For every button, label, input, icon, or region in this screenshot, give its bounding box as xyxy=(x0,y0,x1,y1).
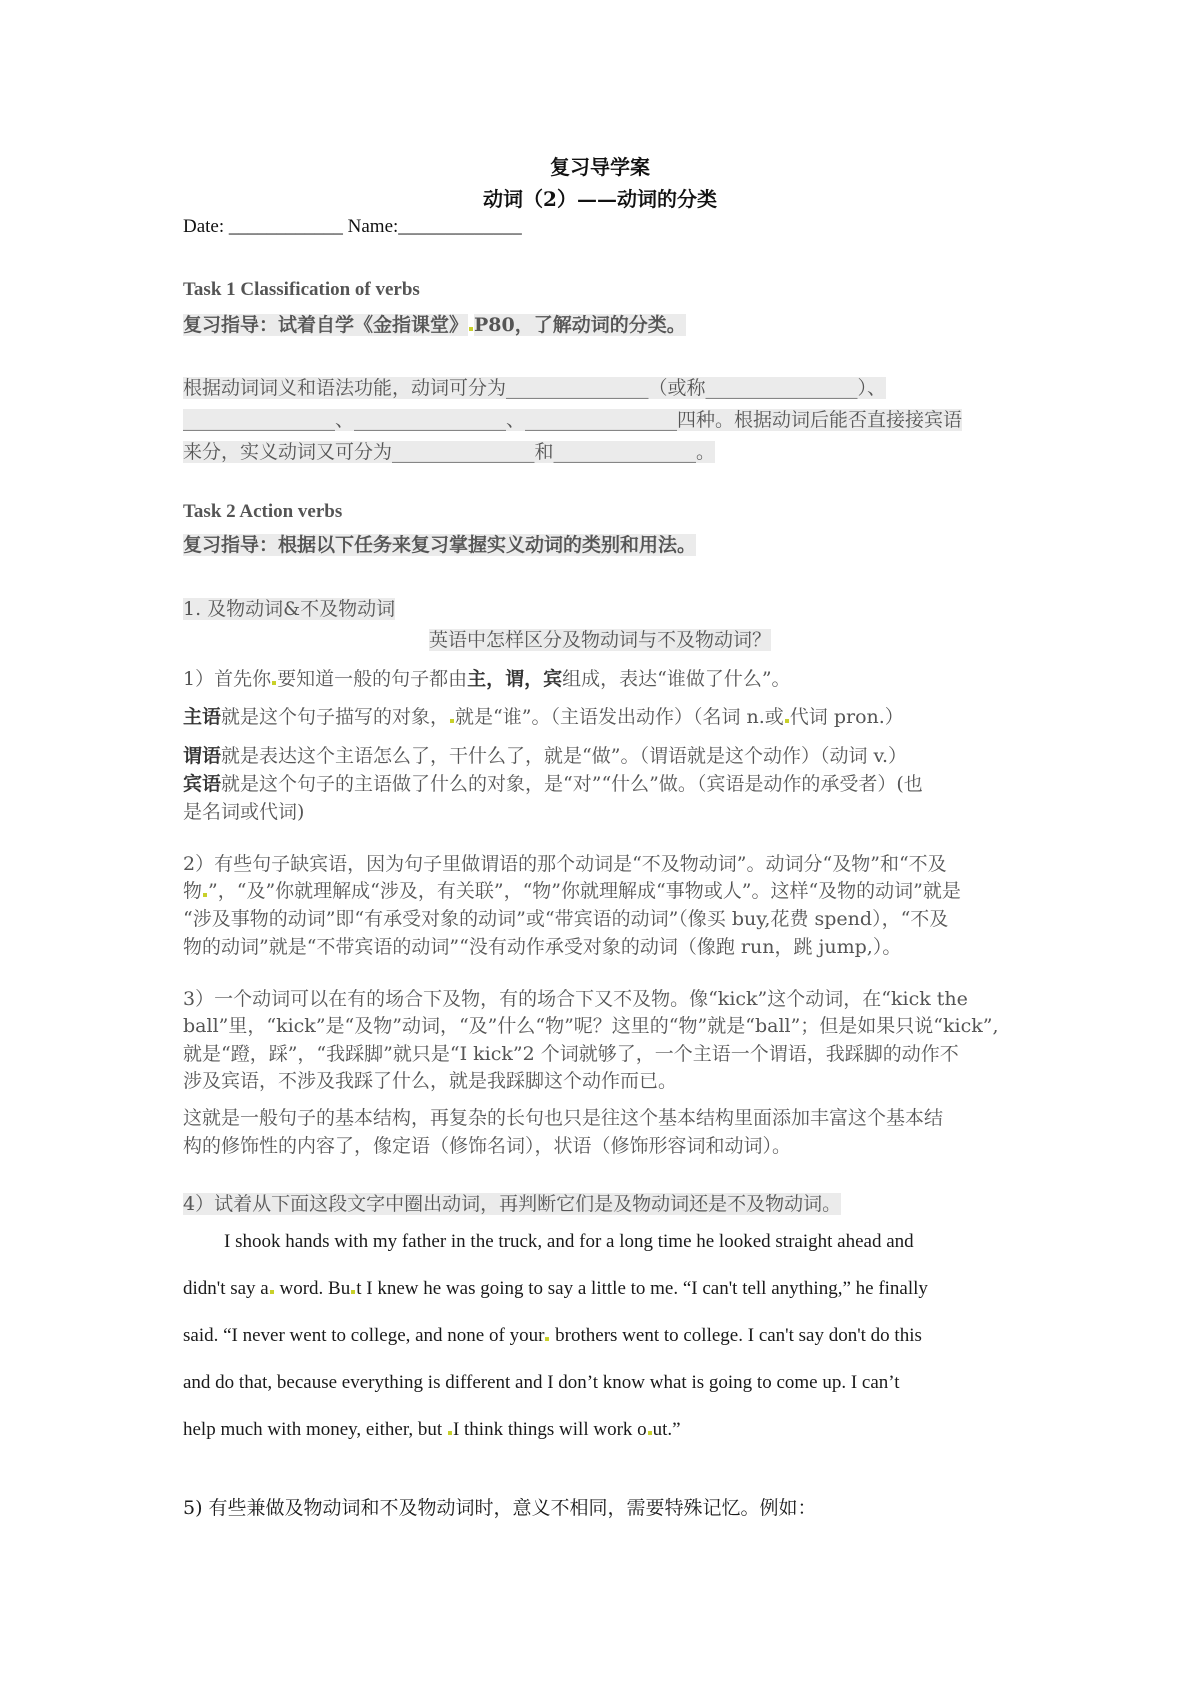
passage-line3: said. “I never went to college, and none of your brothers went to college. I can't say don't do this xyxy=(183,1325,922,1346)
doc-subtitle: 动词（2）——动词的分类 xyxy=(483,187,717,211)
task1-para-line3: 来分，实义动词又可分为_______________和_______________。 xyxy=(183,441,716,463)
marker-dot xyxy=(545,1337,549,1341)
object-definition-cont: 是名词或代词) xyxy=(183,801,305,823)
marker-dot xyxy=(785,719,789,723)
section1-question: 英语中怎样区分及物动词与不及物动词？ xyxy=(428,629,771,651)
point1-line: 1）首先你 要知道一般的句子都由主，谓，宾组成，表达“谁做了什么”。 xyxy=(183,668,791,690)
passage-line2: didn't say a word. Bu t I knew he was going to say a little to me. “I can't tell anything,” he finally xyxy=(183,1278,928,1299)
subject-definition: 主语就是这个句子描写的对象， 就是“谁”。（主语发出动作）（名词 n.或 代词 pron.） xyxy=(183,706,904,728)
task1-heading: Task 1 Classification of verbs xyxy=(183,279,420,300)
task1-guide xyxy=(183,310,686,337)
marker-dot xyxy=(203,893,207,897)
passage-line1: I shook hands with my father in the truck, and for a long time he looked straight ahead and xyxy=(224,1231,914,1252)
doc-title: 复习导学案 xyxy=(550,155,650,179)
date-name-line: Date: ____________ Name:_____________ xyxy=(183,216,522,237)
point2-line1: 2）有些句子缺宾语，因为句子里做谓语的那个动词是“不及物动词”。动词分“及物”和“不及 xyxy=(183,853,947,875)
point3-line3: 就是“蹬，踩”，“我踩脚”就只是“I kick”2 个词就够了，一个主语一个谓语，我踩脚的动作不 xyxy=(183,1043,959,1065)
marker-dot xyxy=(351,1290,355,1294)
point2-line3: “涉及事物的动词”即“有承受对象的动词”或“带宾语的动词”（像买 buy,花费 spend），“不及 xyxy=(183,908,949,930)
task1-guide-part2: P80，了解动词的分类。 xyxy=(474,314,686,336)
point3b-line1: 这就是一般句子的基本结构，再复杂的长句也只是往这个基本结构里面添加丰富这个基本结 xyxy=(183,1107,944,1129)
task1-guide-part1: 复习指导：试着自学《金指课堂》 xyxy=(183,314,469,336)
marker-dot xyxy=(469,327,473,331)
passage-line4: and do that, because everything is different and I don’t know what is going to come up. I can’t xyxy=(183,1372,900,1393)
point3-line2: ball”里，“kick”是“及物”动词，“及”什么“物”呢？这里的“物”就是“ball”；但是如果只说“kick”, xyxy=(183,1015,999,1037)
task1-para-line1: 根据动词词义和语法功能，动词可分为_______________（或称________________）、 xyxy=(183,377,887,399)
point5-line: 5) 有些兼做及物动词和不及物动词时，意义不相同，需要特殊记忆。例如： xyxy=(183,1497,817,1519)
marker-dot xyxy=(272,681,276,685)
task2-heading: Task 2 Action verbs xyxy=(183,501,343,522)
task1-para-line2: ________________、________________、________________四种。根据动词后能否直接接宾语 xyxy=(183,409,963,431)
point3-line4: 涉及宾语，不涉及我踩了什么，就是我踩脚这个动作而已。 xyxy=(183,1070,678,1092)
passage-line5: help much with money, either, but I think things will work o ut.” xyxy=(183,1419,681,1440)
marker-dot xyxy=(270,1290,274,1294)
point4-line: 4）试着从下面这段文字中圈出动词，再判断它们是及物动词还是不及物动词。 xyxy=(183,1193,842,1215)
section1-title: 1. 及物动词&不及物动词 xyxy=(183,598,396,620)
point3-line1: 3）一个动词可以在有的场合下及物，有的场合下又不及物。像“kick”这个动词，在“kick the xyxy=(183,988,968,1010)
task2-guide: 复习指导：根据以下任务来复习掌握实义动词的类别和用法。 xyxy=(183,534,697,556)
marker-dot xyxy=(648,1431,652,1435)
predicate-definition: 谓语就是表达这个主语怎么了，干什么了，就是“做”。（谓语就是这个动作）（动词 v.） xyxy=(183,745,908,767)
point3b-line2: 构的修饰性的内容了，像定语（修饰名词），状语（修饰形容词和动词）。 xyxy=(183,1135,792,1157)
point2-line4: 物的动词”就是“不带宾语的动词”“没有动作承受对象的动词（像跑 run，跳 jump,）。 xyxy=(183,936,902,958)
point2-line2: 物 ”，“及”你就理解成“涉及，有关联”，“物”你就理解成“事物或人”。这样“及物的动词”就是 xyxy=(183,880,961,902)
marker-dot xyxy=(450,719,454,723)
object-definition: 宾语就是这个句子的主语做了什么的对象，是“对”“什么”做。（宾语是动作的承受者）(也 xyxy=(183,773,923,795)
marker-dot xyxy=(448,1431,452,1435)
